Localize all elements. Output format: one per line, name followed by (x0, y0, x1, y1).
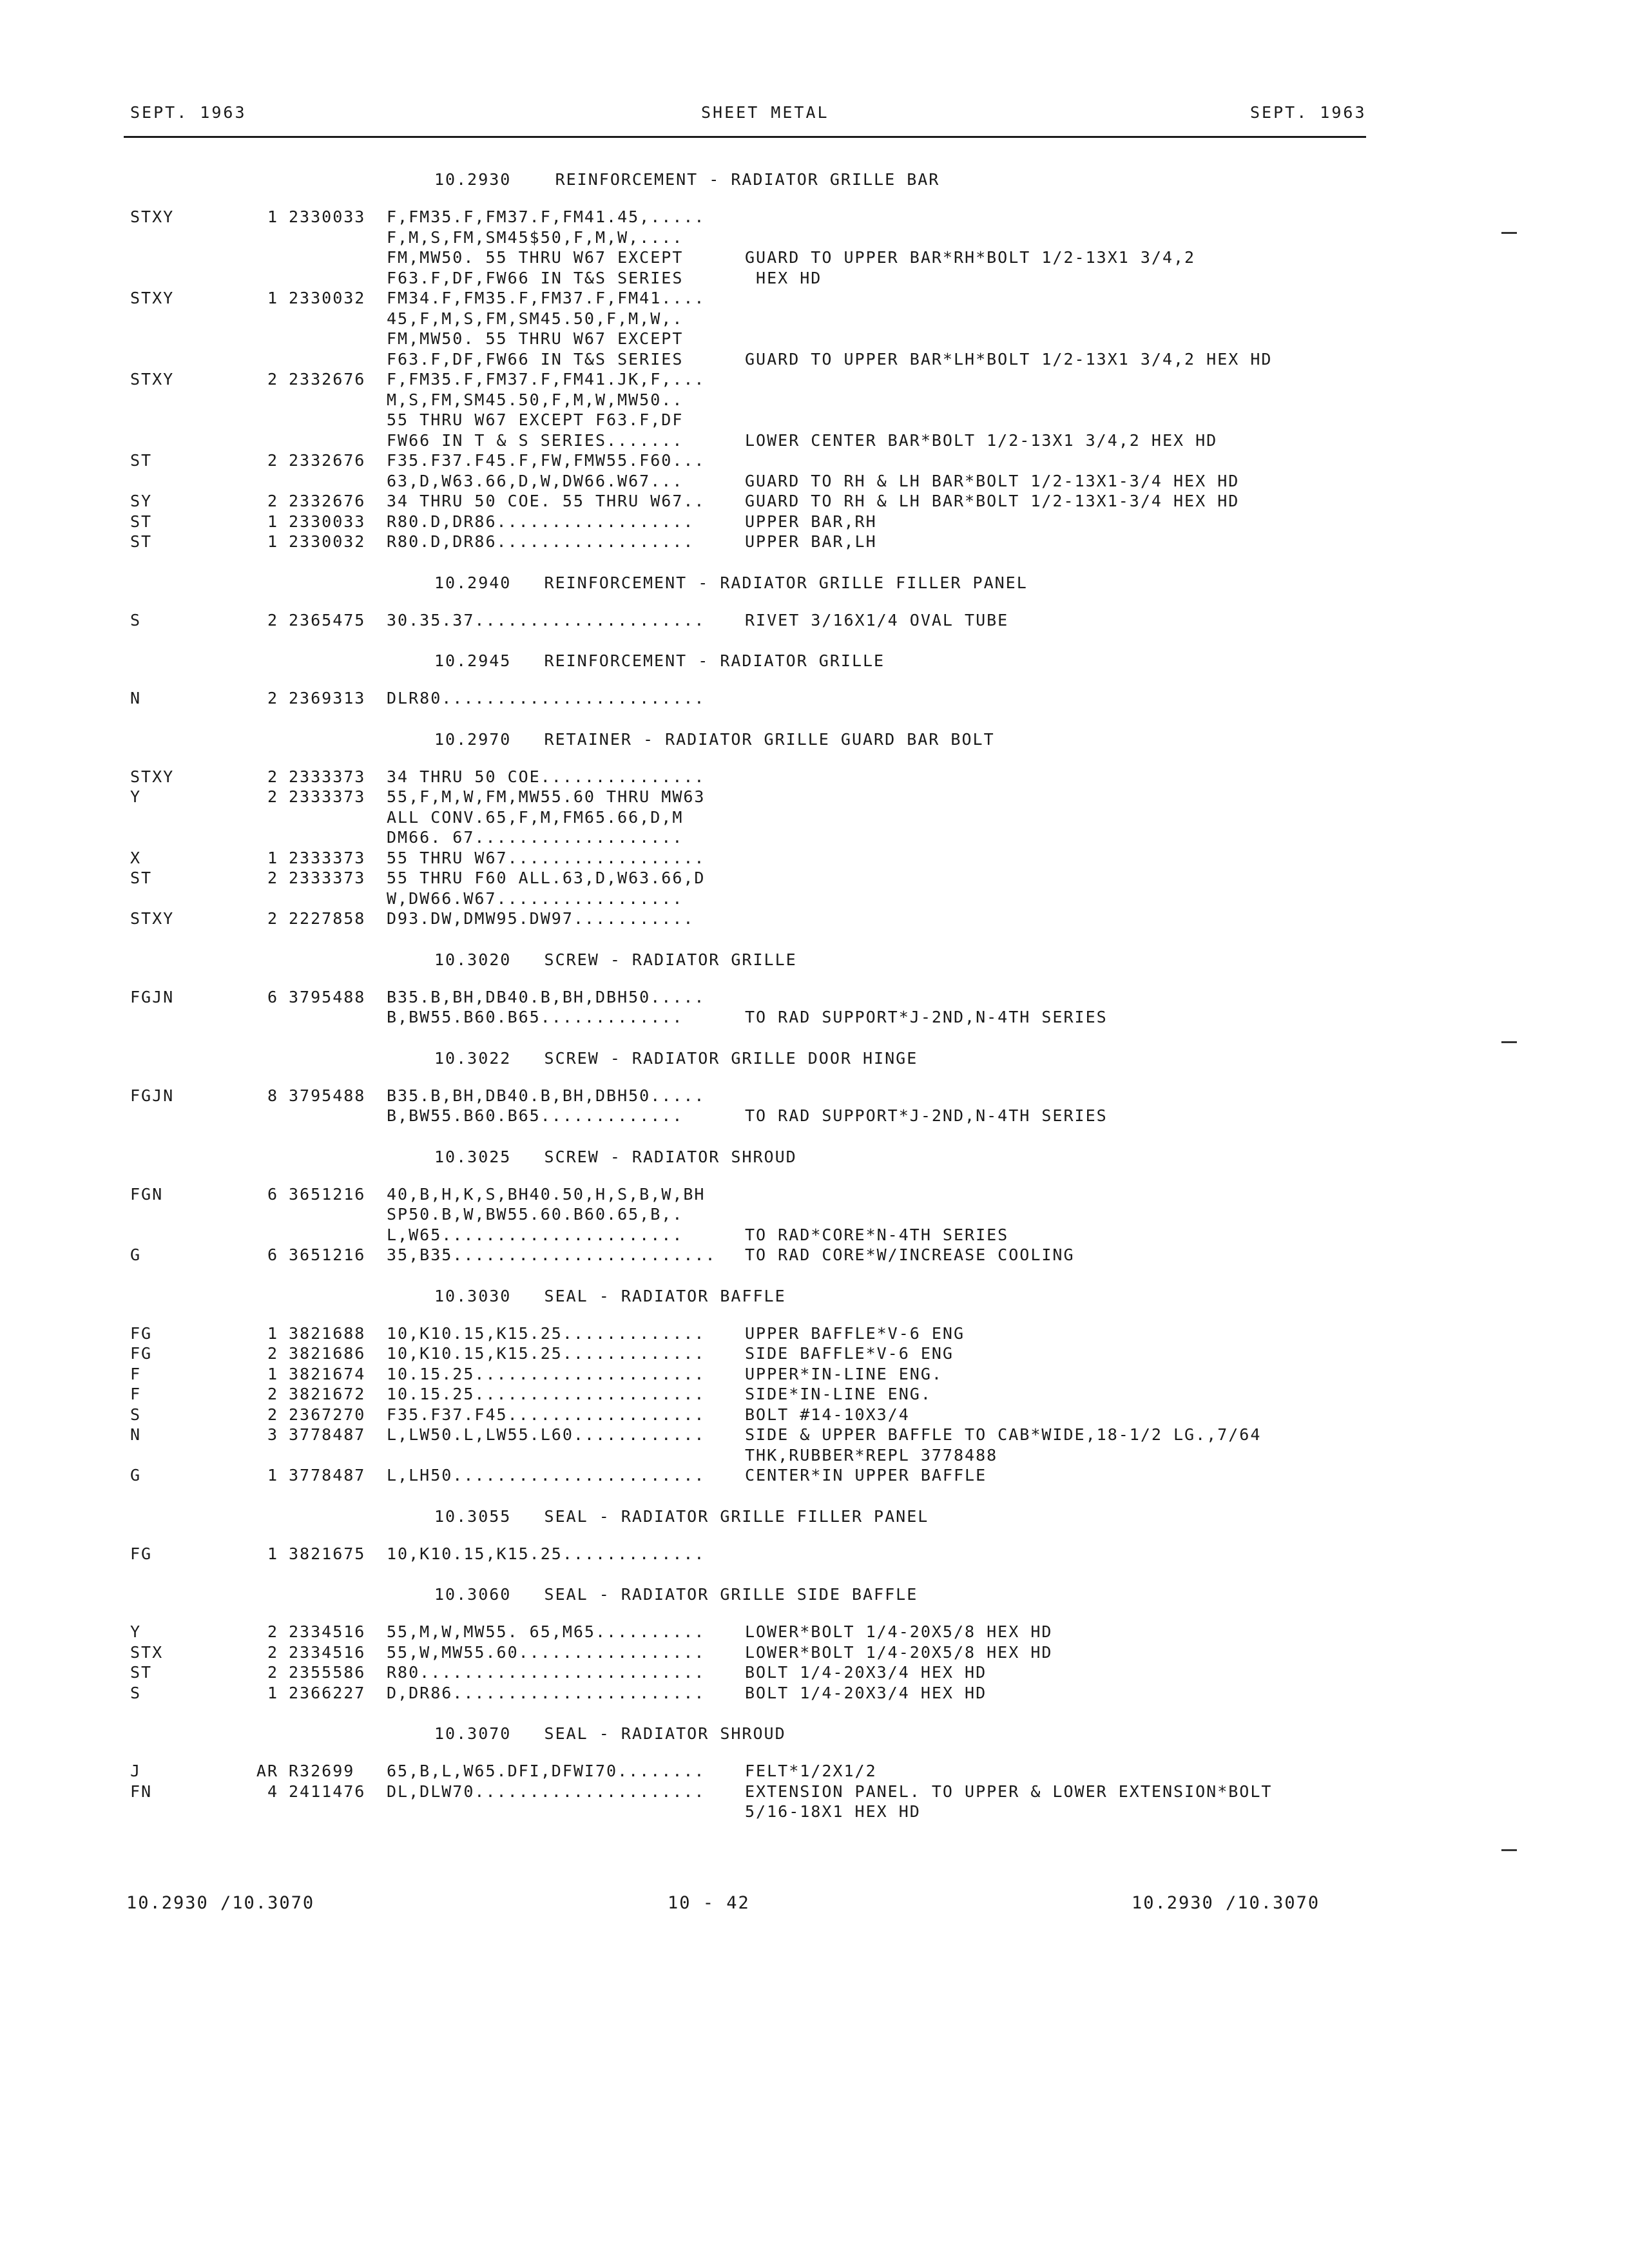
table-row (0, 1008, 1629, 1028)
description: TO RAD CORE*W/INCREASE COOLING (745, 1245, 1075, 1264)
application: D93.DW,DMW95.DW97........... (387, 909, 695, 928)
part-number: 2366227 (289, 1683, 366, 1702)
part-number: 2332676 (289, 370, 366, 389)
quantity: 4 (267, 1782, 278, 1801)
application: F,FM35.F,FM37.F,FM41.JK,F,... (387, 370, 706, 389)
application: DM66. 67................... (387, 828, 684, 847)
vehicle-code: FN (130, 1782, 153, 1801)
table-row (0, 431, 1629, 451)
quantity: 2 (267, 370, 278, 389)
table-row (0, 787, 1629, 807)
quantity: 1 (267, 1466, 278, 1485)
application: R80.......................... (387, 1663, 706, 1682)
table-row (0, 228, 1629, 248)
vehicle-code: STXY (130, 289, 175, 307)
table-row (0, 1802, 1629, 1822)
section-title: 10.3060 SEAL - RADIATOR GRILLE SIDE BAFFLE (434, 1585, 918, 1604)
vehicle-code: F (130, 1364, 142, 1383)
application: FM34.F,FM35.F,FM37.F,FM41.... (387, 289, 706, 307)
section-title: 10.2945 REINFORCEMENT - RADIATOR GRILLE (434, 651, 885, 670)
table-row (0, 329, 1629, 349)
section-title: 10.3025 SCREW - RADIATOR SHROUD (434, 1147, 797, 1166)
table-row (0, 1225, 1629, 1245)
description: SIDE*IN-LINE ENG. (745, 1385, 932, 1403)
table-row (0, 1344, 1629, 1364)
quantity: 2 (267, 787, 278, 806)
part-number: R32699 (289, 1762, 355, 1780)
application: FW66 IN T & S SERIES....... (387, 430, 684, 450)
description: LOWER*BOLT 1/4-20X5/8 HEX HD (745, 1622, 1053, 1641)
vehicle-code: STXY (130, 767, 175, 786)
application: B35.B,BH,DB40.B,BH,DBH50..... (387, 1086, 706, 1105)
quantity: 1 (267, 1323, 278, 1343)
table-row (0, 1544, 1629, 1564)
part-number: 2334516 (289, 1642, 366, 1662)
table-row (0, 828, 1629, 848)
part-number: 2355586 (289, 1663, 366, 1682)
description: UPPER BAR,RH (745, 512, 877, 531)
section-title: 10.3055 SEAL - RADIATOR GRILLE FILLER PANEL (434, 1506, 929, 1526)
description: TO RAD*CORE*N-4TH SERIES (745, 1225, 1009, 1244)
part-number: 2227858 (289, 909, 366, 928)
table-row (0, 309, 1629, 329)
table-row (0, 532, 1629, 552)
table-row (0, 390, 1629, 410)
margin-mark (1501, 1849, 1517, 1851)
table-row (0, 869, 1629, 889)
section-title: 10.3030 SEAL - RADIATOR BAFFLE (434, 1286, 786, 1305)
vehicle-code: J (130, 1762, 142, 1780)
quantity: 2 (267, 1622, 278, 1641)
vehicle-code: Y (130, 787, 142, 806)
table-row (0, 1086, 1629, 1106)
table-row (0, 1622, 1629, 1642)
table-row (0, 767, 1629, 787)
table-row (0, 248, 1629, 268)
application: 65,B,L,W65.DFI,DFWI70........ (387, 1762, 706, 1780)
quantity: 6 (267, 1245, 278, 1264)
vehicle-code: STXY (130, 909, 175, 928)
section-title: 10.3020 SCREW - RADIATOR GRILLE (434, 950, 797, 969)
quantity: 2 (267, 492, 278, 510)
part-number: 3778487 (289, 1466, 366, 1485)
table-row (0, 1405, 1629, 1425)
table-row (0, 889, 1629, 909)
quantity: 2 (267, 767, 278, 786)
quantity: 1 (267, 1364, 278, 1383)
application: 55 THRU W67.................. (387, 848, 706, 867)
table-row (0, 1663, 1629, 1683)
application: SP50.B,W,BW55.60.B60.65,B,. (387, 1205, 684, 1224)
part-number: 3821686 (289, 1344, 366, 1363)
quantity: 1 (267, 1683, 278, 1702)
description: BOLT #14-10X3/4 (745, 1405, 910, 1424)
description: EXTENSION PANEL. TO UPPER & LOWER EXTENSION*BOLT (745, 1782, 1273, 1801)
vehicle-code: STXY (130, 370, 175, 389)
application: L,W65...................... (387, 1225, 684, 1244)
application: 55 THRU F60 ALL.63,D,W63.66,D (387, 869, 706, 887)
vehicle-code: FG (130, 1323, 153, 1343)
vehicle-code: G (130, 1245, 142, 1264)
table-row (0, 1643, 1629, 1663)
application: 30.35.37..................... (387, 610, 706, 629)
application: 40,B,H,K,S,BH40.50,H,S,B,W,BH (387, 1184, 706, 1204)
part-number: 2332676 (289, 492, 366, 510)
part-number: 3651216 (289, 1184, 366, 1204)
part-number: 2369313 (289, 689, 366, 707)
part-number: 2334516 (289, 1622, 366, 1641)
application: F,FM35.F,FM37.F,FM41.45,..... (387, 207, 706, 226)
vehicle-code: G (130, 1466, 142, 1485)
application: FM,MW50. 55 THRU W67 EXCEPT (387, 329, 684, 348)
vehicle-code: FG (130, 1544, 153, 1563)
quantity: 1 (267, 532, 278, 551)
quantity: 6 (267, 987, 278, 1006)
table-row (0, 1324, 1629, 1344)
vehicle-code: Y (130, 1622, 142, 1641)
description: SIDE BAFFLE*V-6 ENG (745, 1344, 954, 1363)
table-row (0, 410, 1629, 430)
quantity: 1 (267, 207, 278, 226)
application: L,LH50....................... (387, 1466, 706, 1485)
table-row (0, 1466, 1629, 1486)
application: 34 THRU 50 COE. 55 THRU W67.. (387, 492, 706, 510)
table-row (0, 1106, 1629, 1126)
application: 55 THRU W67 EXCEPT F63.F,DF (387, 410, 684, 429)
part-number: 2365475 (289, 610, 366, 629)
application: L,LW50.L,LW55.L60............ (387, 1425, 706, 1444)
table-row (0, 1762, 1629, 1782)
part-number: 2332676 (289, 451, 366, 470)
quantity: 1 (267, 848, 278, 867)
application: B35.B,BH,DB40.B,BH,DBH50..... (387, 987, 706, 1006)
description: GUARD TO UPPER BAR*LH*BOLT 1/2-13X1 3/4,2 HEX HD (745, 349, 1273, 369)
application: 10,K10.15,K15.25............. (387, 1323, 706, 1343)
application: F35.F37.F45.................. (387, 1405, 706, 1424)
application: F35.F37.F45.F,FW,FMW55.F60... (387, 451, 706, 470)
description: RIVET 3/16X1/4 OVAL TUBE (745, 610, 1009, 629)
description: TO RAD SUPPORT*J-2ND,N-4TH SERIES (745, 1008, 1108, 1026)
description: HEX HD (745, 268, 822, 287)
table-row (0, 849, 1629, 869)
table-row (0, 370, 1629, 390)
application: R80.D,DR86.................. (387, 512, 695, 531)
quantity: 3 (267, 1425, 278, 1444)
vehicle-code: N (130, 1425, 142, 1444)
application: 55,F,M,W,FM,MW55.60 THRU MW63 (387, 787, 706, 806)
quantity: 2 (267, 909, 278, 928)
table-row (0, 1684, 1629, 1704)
description: TO RAD SUPPORT*J-2ND,N-4TH SERIES (745, 1106, 1108, 1125)
part-number: 2333373 (289, 767, 366, 786)
part-number: 2411476 (289, 1782, 366, 1801)
description: THK,RUBBER*REPL 3778488 (745, 1445, 998, 1465)
table-row (0, 1205, 1629, 1225)
quantity: 2 (267, 451, 278, 470)
table-row (0, 1446, 1629, 1466)
vehicle-code: N (130, 689, 142, 707)
vehicle-code: FGJN (130, 987, 175, 1006)
quantity: 8 (267, 1086, 278, 1105)
vehicle-code: STX (130, 1642, 164, 1662)
part-number: 2333373 (289, 848, 366, 867)
part-number: 3795488 (289, 987, 366, 1006)
table-row (0, 808, 1629, 828)
table-row (0, 207, 1629, 227)
application: FM,MW50. 55 THRU W67 EXCEPT (387, 248, 684, 267)
table-row (0, 1365, 1629, 1385)
header-title: SHEET METAL (701, 103, 829, 122)
table-row (0, 512, 1629, 532)
part-number: 3795488 (289, 1086, 366, 1105)
quantity: 2 (267, 689, 278, 707)
description: UPPER BAFFLE*V-6 ENG (745, 1323, 965, 1343)
quantity: 2 (267, 1385, 278, 1403)
table-row (0, 1385, 1629, 1405)
quantity: 1 (267, 512, 278, 531)
section-title: 10.2930 REINFORCEMENT - RADIATOR GRILLE BAR (434, 170, 940, 189)
margin-mark (1501, 232, 1517, 234)
footer-range-right: 10.2930 /10.3070 (1132, 1893, 1320, 1913)
vehicle-code: ST (130, 869, 153, 887)
description: UPPER BAR,LH (745, 532, 877, 551)
part-number: 3651216 (289, 1245, 366, 1264)
quantity: 2 (267, 1642, 278, 1662)
part-number: 2330032 (289, 289, 366, 307)
vehicle-code: ST (130, 532, 153, 551)
application: D,DR86....................... (387, 1683, 706, 1702)
section-title: 10.3022 SCREW - RADIATOR GRILLE DOOR HINGE (434, 1048, 918, 1068)
quantity: 6 (267, 1184, 278, 1204)
application: ALL CONV.65,F,M,FM65.66,D,M (387, 807, 684, 827)
application: F,M,S,FM,SM45$50,F,M,W,.... (387, 227, 684, 247)
application: F63.F,DF,FW66 IN T&S SERIES (387, 268, 684, 287)
table-row (0, 1782, 1629, 1802)
application: 35,B35........................ (387, 1245, 717, 1264)
application: 10,K10.15,K15.25............. (387, 1544, 706, 1563)
part-number: 3821688 (289, 1323, 366, 1343)
table-row (0, 988, 1629, 1008)
description: GUARD TO RH & LH BAR*BOLT 1/2-13X1-3/4 HEX HD (745, 492, 1240, 510)
part-number: 2333373 (289, 869, 366, 887)
application: 10,K10.15,K15.25............. (387, 1344, 706, 1363)
application: 45,F,M,S,FM,SM45.50,F,M,W,. (387, 309, 684, 328)
footer-range-left: 10.2930 /10.3070 (126, 1893, 315, 1913)
application: B,BW55.B60.B65............. (387, 1008, 684, 1026)
application: M,S,FM,SM45.50,F,M,W,MW50.. (387, 390, 684, 409)
table-row (0, 1245, 1629, 1265)
section-title: 10.2970 RETAINER - RADIATOR GRILLE GUARD BAR BOLT (434, 729, 995, 749)
vehicle-code: F (130, 1385, 142, 1403)
application: DLR80........................ (387, 689, 706, 707)
header-date-right: SEPT. 1963 (1250, 103, 1367, 122)
description: BOLT 1/4-20X3/4 HEX HD (745, 1663, 987, 1682)
application: 55,M,W,MW55. 65,M65.......... (387, 1622, 706, 1641)
application: W,DW66.W67................. (387, 889, 684, 908)
section-title: 10.3070 SEAL - RADIATOR SHROUD (434, 1724, 786, 1743)
application: 10.15.25..................... (387, 1364, 706, 1383)
table-row (0, 611, 1629, 631)
part-number: 2333373 (289, 787, 366, 806)
table-row (0, 909, 1629, 929)
quantity: AR (256, 1762, 278, 1780)
application: R80.D,DR86.................. (387, 532, 695, 551)
application: 55,W,MW55.60................. (387, 1642, 706, 1662)
footer-page-number: 10 - 42 (668, 1893, 750, 1913)
description: UPPER*IN-LINE ENG. (745, 1364, 943, 1383)
table-row (0, 1425, 1629, 1445)
description: SIDE & UPPER BAFFLE TO CAB*WIDE,18-1/2 LG.,7/64 (745, 1425, 1262, 1444)
part-number: 3821674 (289, 1364, 366, 1383)
application: B,BW55.B60.B65............. (387, 1106, 684, 1125)
vehicle-code: STXY (130, 207, 175, 226)
application: 63,D,W63.66,D,W,DW66.W67... (387, 471, 684, 490)
margin-mark (1501, 1041, 1517, 1043)
table-row (0, 350, 1629, 370)
description: LOWER CENTER BAR*BOLT 1/2-13X1 3/4,2 HEX HD (745, 430, 1218, 450)
vehicle-code: X (130, 848, 142, 867)
vehicle-code: ST (130, 451, 153, 470)
description: FELT*1/2X1/2 (745, 1762, 877, 1780)
table-row (0, 1185, 1629, 1205)
vehicle-code: FGJN (130, 1086, 175, 1105)
application: F63.F,DF,FW66 IN T&S SERIES (387, 349, 684, 369)
description: LOWER*BOLT 1/4-20X5/8 HEX HD (745, 1642, 1053, 1662)
table-row (0, 689, 1629, 709)
section-title: 10.2940 REINFORCEMENT - RADIATOR GRILLE FILLER PANEL (434, 573, 1028, 592)
part-number: 2330032 (289, 532, 366, 551)
application: 10.15.25..................... (387, 1385, 706, 1403)
table-row (0, 269, 1629, 289)
part-number: 2330033 (289, 512, 366, 531)
quantity: 2 (267, 1405, 278, 1424)
description: 5/16-18X1 HEX HD (745, 1802, 921, 1821)
vehicle-code: SY (130, 492, 153, 510)
quantity: 2 (267, 1663, 278, 1682)
description: CENTER*IN UPPER BAFFLE (745, 1466, 987, 1485)
application: 34 THRU 50 COE............... (387, 767, 706, 786)
part-number: 3821675 (289, 1544, 366, 1563)
description: GUARD TO RH & LH BAR*BOLT 1/2-13X1-3/4 HEX HD (745, 471, 1240, 490)
quantity: 2 (267, 869, 278, 887)
vehicle-code: FGN (130, 1184, 164, 1204)
vehicle-code: S (130, 610, 142, 629)
quantity: 1 (267, 1544, 278, 1563)
quantity: 1 (267, 289, 278, 307)
quantity: 2 (267, 1344, 278, 1363)
table-row (0, 451, 1629, 471)
application: DL,DLW70..................... (387, 1782, 706, 1801)
table-row (0, 472, 1629, 492)
part-number: 3778487 (289, 1425, 366, 1444)
vehicle-code: ST (130, 1663, 153, 1682)
vehicle-code: FG (130, 1344, 153, 1363)
quantity: 2 (267, 610, 278, 629)
part-number: 3821672 (289, 1385, 366, 1403)
vehicle-code: ST (130, 512, 153, 531)
part-number: 2330033 (289, 207, 366, 226)
vehicle-code: S (130, 1683, 142, 1702)
table-row (0, 492, 1629, 512)
table-row (0, 289, 1629, 309)
vehicle-code: S (130, 1405, 142, 1424)
description: GUARD TO UPPER BAR*RH*BOLT 1/2-13X1 3/4,2 (745, 248, 1196, 267)
header-date-left: SEPT. 1963 (130, 103, 247, 122)
part-number: 2367270 (289, 1405, 366, 1424)
description: BOLT 1/4-20X3/4 HEX HD (745, 1683, 987, 1702)
